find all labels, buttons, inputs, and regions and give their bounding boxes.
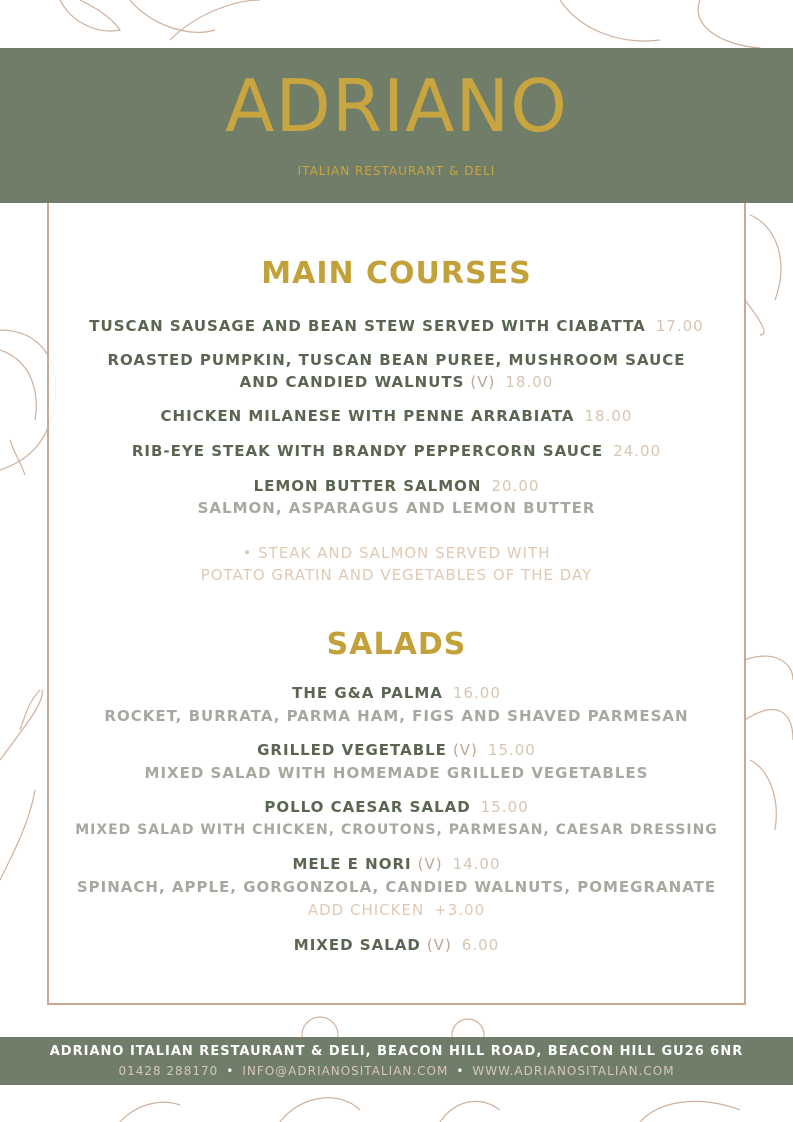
menu-item <box>0 405 793 427</box>
dish-price: 18.00 <box>505 373 554 391</box>
footer-address: ADRIANO ITALIAN RESTAURANT & DELI, BEACON HILL ROAD, BEACON HILL GU26 6NR <box>49 1044 744 1059</box>
dish-name: POLLO CAESAR SALAD <box>264 798 471 816</box>
vegetarian-tag: (V) <box>426 936 452 954</box>
header-banner <box>0 48 793 203</box>
dish-description: SPINACH, APPLE, GORGONZOLA, CANDIED WALNUTS, POMEGRANATE <box>76 878 717 896</box>
menu-item <box>0 739 793 761</box>
dish-price: 15.00 <box>480 798 529 816</box>
serving-note: • STEAK AND SALMON SERVED WITH <box>242 544 551 562</box>
dish-price: 15.00 <box>487 741 536 759</box>
addon-label: ADD CHICKEN <box>307 901 425 919</box>
menu-item <box>0 934 793 956</box>
menu-item-continued <box>0 371 793 393</box>
dish-description: SALMON, ASPARAGUS AND LEMON BUTTER <box>197 499 596 517</box>
dish-name: LEMON BUTTER SALMON <box>253 477 482 495</box>
footer-separator: • <box>456 1064 465 1078</box>
menu-item <box>0 682 793 704</box>
main-courses-title: MAIN COURSES <box>261 256 532 291</box>
menu-item <box>0 796 793 818</box>
dish-price: 16.00 <box>452 684 501 702</box>
dish-name: MIXED SALAD <box>293 936 421 954</box>
dish-name: MELE E NORI <box>292 855 412 873</box>
dish-description: ROCKET, BURRATA, PARMA HAM, FIGS AND SHAVED PARMESAN <box>104 707 689 725</box>
dish-price: 24.00 <box>613 442 662 460</box>
brand-tagline: ITALIAN RESTAURANT & DELI <box>297 164 496 178</box>
dish-price: 18.00 <box>584 407 633 425</box>
footer-banner <box>0 1037 793 1085</box>
menu-item <box>0 475 793 497</box>
dish-price: 6.00 <box>461 936 500 954</box>
dish-name: AND CANDIED WALNUTS <box>239 373 465 391</box>
footer-website[interactable]: WWW.ADRIANOSITALIAN.COM <box>472 1064 675 1078</box>
vegetarian-tag: (V) <box>452 741 478 759</box>
brand-name: ADRIANO <box>225 64 568 148</box>
dish-name: RIB-EYE STEAK WITH BRANDY PEPPERCORN SAUCE <box>131 442 604 460</box>
footer-separator: • <box>226 1064 235 1078</box>
menu-item <box>0 440 793 462</box>
vegetarian-tag: (V) <box>470 373 496 391</box>
footer-phone: 01428 288170 <box>118 1064 219 1078</box>
dish-name: GRILLED VEGETABLE <box>257 741 447 759</box>
menu-item <box>0 853 793 875</box>
dish-name: THE G&A PALMA <box>292 684 443 702</box>
dish-price: 14.00 <box>452 855 501 873</box>
dish-description: MIXED SALAD WITH CHICKEN, CROUTONS, PARMESAN, CAESAR DRESSING <box>75 822 718 838</box>
dish-name: ROASTED PUMPKIN, TUSCAN BEAN PUREE, MUSHROOM SAUCE <box>107 351 686 369</box>
dish-price: 20.00 <box>491 477 540 495</box>
footer-email[interactable]: INFO@ADRIANOSITALIAN.COM <box>242 1064 449 1078</box>
addon-line <box>0 899 793 921</box>
footer-contact <box>0 1064 793 1078</box>
menu-item <box>0 315 793 337</box>
dish-description: MIXED SALAD WITH HOMEMADE GRILLED VEGETABLES <box>144 764 649 782</box>
dish-price: 17.00 <box>655 317 704 335</box>
dish-name: TUSCAN SAUSAGE AND BEAN STEW SERVED WITH CIABATTA <box>89 317 646 335</box>
serving-note: POTATO GRATIN AND VEGETABLES OF THE DAY <box>200 566 593 584</box>
vegetarian-tag: (V) <box>417 855 443 873</box>
salads-title: SALADS <box>326 627 467 662</box>
addon-price: +3.00 <box>434 901 486 919</box>
dish-name: CHICKEN MILANESE WITH PENNE ARRABIATA <box>160 407 575 425</box>
menu-item <box>0 349 793 371</box>
